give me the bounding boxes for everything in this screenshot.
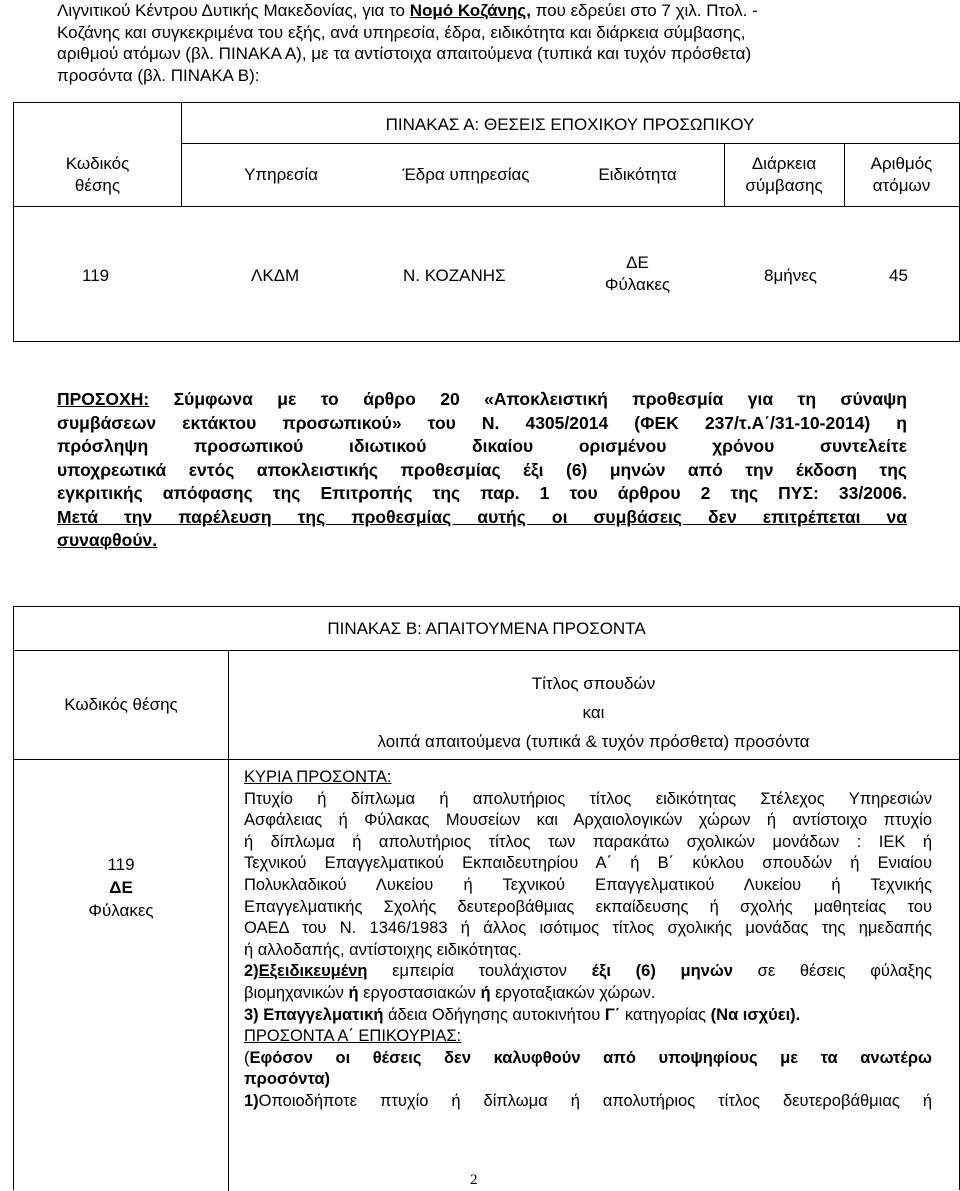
attention-line: πρόσληψη προσωπικού ιδιωτικού δικαίου ορισμένου χρόνου συντελείτε	[57, 436, 907, 456]
attention-line	[57, 388, 907, 412]
intro-prefecture: Νομό Κοζάνης,	[409, 1, 531, 20]
secondary-line	[244, 1091, 932, 1113]
intro-paragraph	[57, 0, 909, 86]
experience-number: 2)	[244, 962, 259, 981]
qualification-line: Ασφάλειας ή Φύλακας Μουσείων και Αρχαιολογικών χώρων ή αντίστοιχο πτυχίο	[244, 811, 932, 830]
divider	[14, 206, 959, 207]
code-line: ΔΕ	[109, 878, 133, 897]
row-specialty-line: Φύλακες	[604, 275, 671, 294]
license-text: κατηγορίας	[620, 1005, 711, 1024]
intro-line-1	[57, 0, 909, 22]
header-code-line: Κωδικός	[65, 154, 130, 173]
qualification-line: ΟΑΕΔ του Ν. 1346/1983 ή άλλος ισότιμος τίτλος σχολικής μονάδας της ημεδαπής	[244, 919, 932, 938]
attention-line: συμβάσεων εκτάκτου προσωπικού» του Ν. 4305/2014 (ΦΕΚ 237/τ.Α΄/31-10-2014) η	[57, 412, 907, 433]
header-duration-line: Διάρκεια	[751, 154, 817, 173]
header-seat: Έδρα υπηρεσίας	[402, 165, 530, 184]
qualification-line: ή αλλοδαπής, αντίστοιχης ειδικότητας.	[244, 940, 522, 959]
experience-duration: έξι (6) μηνών	[591, 962, 733, 981]
qualifications	[244, 767, 932, 1113]
secondary-text: Οποιοδήποτε πτυχίο ή δίπλωμα ή απολυτήριος τίτλος δευτεροβάθμιας ή	[258, 1091, 932, 1110]
license-category: Γ΄	[604, 1005, 621, 1024]
row-seat: Ν. ΚΟΖΑΝΗΣ	[403, 266, 506, 285]
intro-text: που εδρεύει στο 7 χιλ. Πτολ. -	[530, 1, 758, 20]
intro-text: για το	[357, 1, 410, 20]
intro-line-2: Κοζάνης και συγκεκριμένα του εξής, ανά υπηρεσία, έδρα, ειδικότητα και διάρκεια σύμβασης,	[57, 22, 746, 42]
license-validity: (Να ισχύει).	[710, 1005, 801, 1024]
page-number: 2	[470, 1172, 478, 1188]
qualification-line: Τεχνικού Επαγγελματικού Εκπαιδευτηρίου Α΄ ή Β΄ κύκλου σπουδών ή Ενιαίου	[244, 854, 932, 873]
table-b-title: ΠΙΝΑΚΑΣ Β: ΑΠΑΙΤΟΥΜΕΝΑ ΠΡΟΣΟΝΤΑ	[327, 619, 646, 638]
table-a	[13, 102, 960, 342]
attention-line: εγκριτικής απόφασης της Επιτροπής της παρ. 1 του άρθρου 2 της ΠΥΣ: 33/2006.	[57, 483, 907, 503]
header-duration	[724, 153, 844, 197]
intro-line-4: προσόντα (βλ. ΠΙΝΑΚΑ Β):	[57, 65, 260, 85]
code-line: Φύλακες	[88, 901, 154, 920]
header-count	[844, 153, 959, 197]
row-duration: 8μήνες	[764, 266, 817, 285]
main-qualifications-heading: ΚΥΡΙΑ ΠΡΟΣΟΝΤΑ:	[244, 768, 392, 786]
row-code: 119	[82, 266, 110, 285]
experience-text: εμπειρία τουλάχιστον	[367, 962, 592, 981]
header-count-line: Αριθμός	[870, 154, 933, 173]
row-specialty	[551, 252, 724, 296]
divider	[181, 143, 959, 144]
experience-text: σε θέσεις φύλαξης	[732, 962, 932, 981]
qualification-line: ή δίπλωμα ή απολυτήριος τίτλος των παρακάτω σχολικών μονάδων : ΙΕΚ ή	[244, 832, 932, 851]
divider	[14, 650, 959, 651]
attention-label: ΠΡΟΣΟΧΗ:	[57, 389, 150, 409]
license-text: άδεια Οδήγησης αυτοκινήτου	[383, 1005, 605, 1024]
secondary-text: (	[244, 1048, 250, 1067]
header-code-line: θέσης	[74, 176, 121, 195]
row-specialty-line: ΔΕ	[626, 253, 649, 272]
header-title-line: Τίτλος σπουδών	[531, 674, 656, 693]
secondary-text: Εφόσον οι θέσεις δεν καλυφθούν από υποψηφίους με τα ανωτέρω	[249, 1048, 932, 1067]
experience-text: ή	[348, 983, 359, 1002]
qualification-line: Πτυχίο ή δίπλωμα ή απολυτήριος τίτλος ειδικότητας Στέλεχος Υπηρεσιών	[244, 789, 932, 808]
header-title-line: λοιπά απαιτούμενα (τυπικά & τυχόν πρόσθετα) προσόντα	[377, 732, 810, 751]
row-service: ΛΚΔΜ	[251, 266, 300, 285]
header-code	[14, 153, 181, 197]
table-b-header-title	[228, 669, 959, 756]
license-text: 3) Επαγγελματική	[244, 1005, 384, 1024]
license-line	[244, 1005, 932, 1027]
secondary-number: 1)	[244, 1091, 259, 1110]
header-title-line: και	[582, 703, 605, 722]
attention-paragraph	[57, 388, 907, 553]
table-b	[13, 606, 960, 1190]
table-b-header-code: Κωδικός θέσης	[64, 695, 178, 714]
experience-text: ή	[480, 983, 491, 1002]
row-count: 45	[889, 266, 908, 285]
experience-line-2	[244, 983, 932, 1005]
qualification-line: Επαγγελματικής Σχολής δευτεροβάθμιας εκπαίδευσης ή σχολής μαθητείας του	[244, 897, 932, 916]
header-count-line: ατόμων	[872, 176, 931, 195]
attention-text: Σύμφωνα με το άρθρο 20 «Αποκλειστική προθεσμία για τη σύναψη	[149, 389, 907, 409]
header-specialty: Ειδικότητα	[598, 165, 677, 184]
table-a-title: ΠΙΝΑΚΑΣ Α: ΘΕΣΕΙΣ ΕΠΟΧΙΚΟΥ ΠΡΟΣΩΠΙΚΟΥ	[385, 115, 755, 134]
secondary-line: προσόντα)	[244, 1070, 331, 1089]
header-duration-line: σύμβασης	[745, 176, 823, 195]
experience-specialized: Εξειδικευμένη	[258, 962, 368, 981]
attention-line: υποχρεωτικά εντός αποκλειστικής προθεσμίας έξι (6) μηνών από την έκδοση της	[57, 459, 907, 480]
secondary-qualifications-heading: ΠΡΟΣΟΝΤΑ Α΄ ΕΠΙΚΟΥΡΙΑΣ:	[244, 1027, 462, 1046]
intro-text: Λιγνιτικού Κέντρου Δυτικής Μακεδονίας,	[57, 1, 358, 20]
divider	[14, 759, 959, 760]
qualification-line: Πολυκλαδικού Λυκείου ή Τεχνικού Επαγγελματικού Λυκείου ή Τεχνικής	[244, 875, 932, 894]
code-line: 119	[107, 855, 135, 874]
experience-text: βιομηχανικών	[244, 983, 349, 1002]
secondary-line	[244, 1048, 932, 1070]
experience-text: εργοταξιακών χώρων.	[490, 983, 656, 1002]
intro-line-3: αριθμού ατόμων (βλ. ΠΙΝΑΚΑ Α), με τα αντίστοιχα απαιτούμενα (τυπικά και τυχόν πρόσθετα)	[57, 44, 752, 63]
experience-text: εργοστασιακών	[358, 983, 481, 1002]
experience-line	[244, 961, 932, 983]
table-b-code	[14, 853, 228, 922]
attention-line: συναφθούν.	[57, 530, 158, 550]
attention-line: Μετά την παρέλευση της προθεσμίας αυτής οι συμβάσεις δεν επιτρέπεται να	[57, 506, 907, 527]
header-service: Υπηρεσία	[244, 165, 318, 184]
